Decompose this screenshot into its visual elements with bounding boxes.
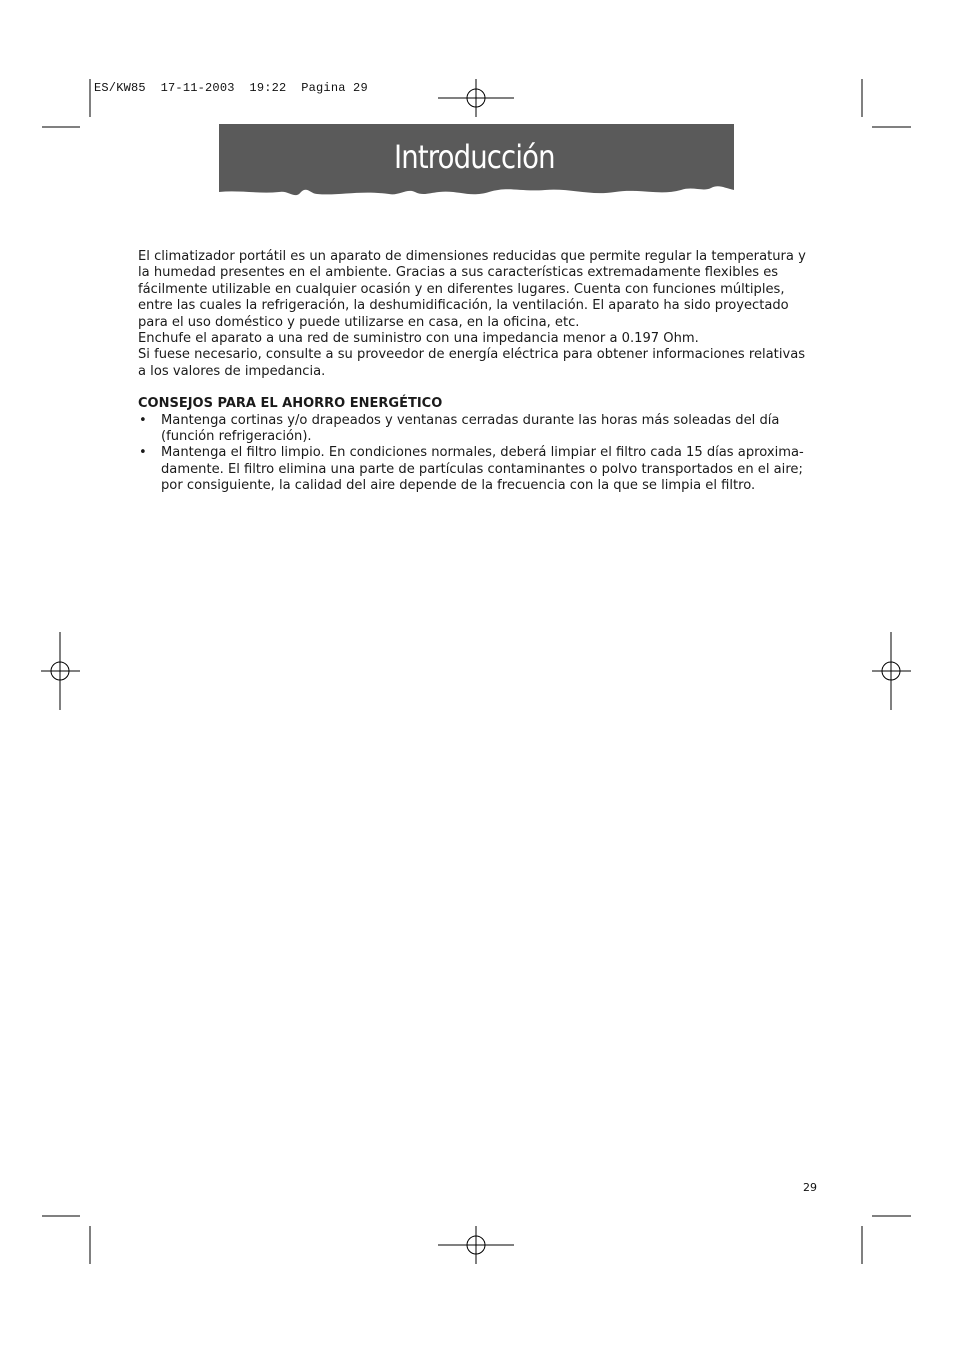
registration-mark-bottom (438, 1226, 514, 1264)
intro-paragraph (138, 249, 820, 380)
tip-line: damente. El filtro elimina una parte de partículas contaminantes o polvo transportados en el aire; (161, 461, 803, 477)
main-content (138, 249, 820, 495)
page-title: Introducción (394, 138, 555, 176)
registration-mark-right (872, 632, 911, 710)
intro-line: a los valores de impedancia. (138, 363, 326, 379)
tip-line: (función refrigeración). (161, 429, 312, 445)
list-item (138, 413, 820, 446)
print-slug: ES/KW85 17-11-2003 19:22 Pagina 29 (94, 81, 368, 95)
intro-line: fácilmente utilizable en cualquier ocasión y en diferentes lugares. Cuenta con funciones múltiples, (138, 281, 785, 297)
bullet-icon: • (139, 445, 147, 461)
tip-line: Mantenga cortinas y/o drapeados y ventanas cerradas durante las horas más soleadas del día (161, 412, 780, 428)
registration-mark-left (41, 632, 80, 710)
tip-line: Mantenga el filtro limpio. En condiciones normales, deberá limpiar el filtro cada 15 días aproxima- (161, 445, 804, 461)
bullet-icon: • (139, 412, 147, 428)
energy-tips-list (138, 413, 820, 495)
intro-line: Si fuese necesario, consulte a su proveedor de energía eléctrica para obtener informaciones relativas (138, 347, 806, 363)
intro-line: la humedad presentes en el ambiente. Gracias a sus características extremadamente flexibles es (138, 265, 779, 281)
intro-line: para el uso doméstico y puede utilizarse en casa, en la oficina, etc. (138, 314, 580, 330)
intro-line: Enchufe el aparato a una red de suministro con una impedancia menor a 0.197 Ohm. (138, 331, 699, 347)
tip-line: por consiguiente, la calidad del aire depende de la frecuencia con la que se limpia el filtro. (161, 478, 756, 494)
title-banner (219, 124, 734, 204)
intro-line: entre las cuales la refrigeración, la deshumidificación, la ventilación. El aparato ha sido proyectado (138, 298, 789, 314)
registration-mark-top (438, 79, 514, 117)
intro-line: El climatizador portátil es un aparato de dimensiones reducidas que permite regular la temperatura y (138, 249, 806, 264)
page-number: 29 (803, 1181, 817, 1194)
section-heading: CONSEJOS PARA EL AHORRO ENERGÉTICO (138, 396, 443, 412)
list-item (138, 445, 820, 494)
